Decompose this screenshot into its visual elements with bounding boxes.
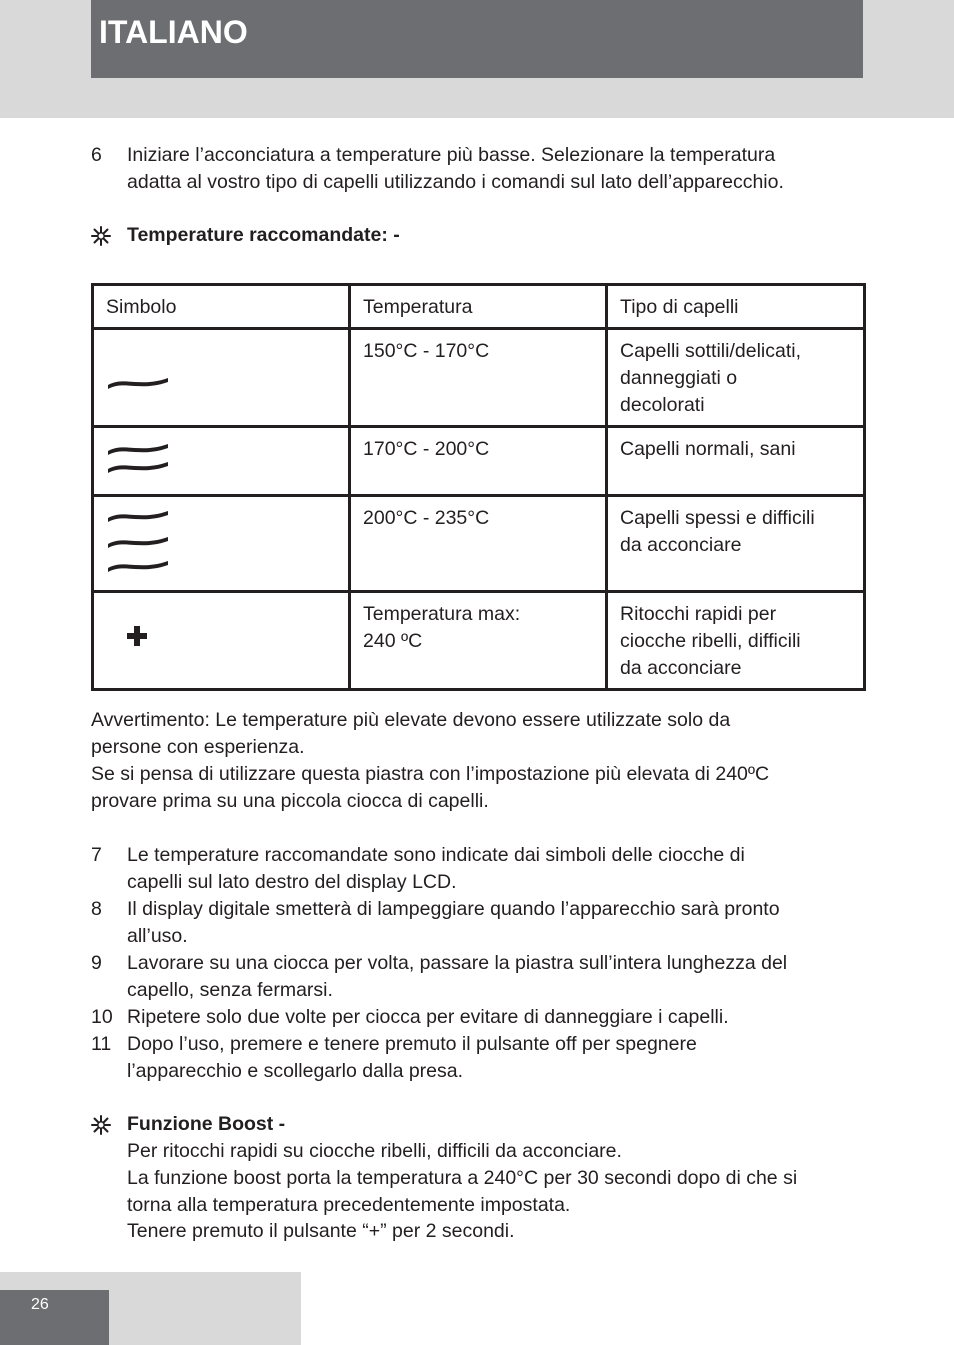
- table-row: [93, 592, 865, 690]
- header-cell: Simbolo: [93, 285, 350, 329]
- table-row: [93, 427, 865, 496]
- table-row: [93, 329, 865, 427]
- step-number: 11: [91, 1033, 112, 1055]
- page-number: 26: [31, 1296, 49, 1313]
- header-cell: Tipo di capelli: [607, 285, 865, 329]
- symbol-cell: [93, 427, 350, 496]
- symbol-cell: [93, 329, 350, 427]
- symbol-cell: [93, 592, 350, 690]
- page-number-box: [0, 1290, 109, 1345]
- recommended-heading: Temperature raccomandate: -: [127, 224, 400, 246]
- table-header-row: [93, 285, 865, 329]
- temperature-cell: Temperatura max: 240 ºC: [350, 592, 607, 690]
- hair-type-cell: Capelli normali, sani: [607, 427, 865, 496]
- hair-type-cell: Capelli spessi e difficili da acconciare: [607, 496, 865, 592]
- warning-line: Se si pensa di utilizzare questa piastra con l’impostazione più elevata di 240ºC: [91, 763, 770, 785]
- boost-text-line: La funzione boost porta la temperatura a 240°C per 30 secondi dopo di che si: [127, 1167, 798, 1189]
- warning-line: provare prima su una piccola ciocca di capelli.: [91, 790, 489, 812]
- plus-icon: [126, 625, 148, 647]
- step-text-line: Le temperature raccomandate sono indicate dai simboli delle ciocche di: [127, 844, 745, 866]
- step-text-line: Ripetere solo due volte per ciocca per evitare di danneggiare i capelli.: [127, 1006, 729, 1028]
- boost-heading: Funzione Boost -: [127, 1113, 286, 1135]
- page-title: ITALIANO: [99, 14, 248, 50]
- step-text-line: Dopo l’uso, premere e tenere premuto il pulsante off per spegnere: [127, 1033, 697, 1055]
- temperature-cell: 170°C - 200°C: [350, 427, 607, 496]
- header-cell: Temperatura: [350, 285, 607, 329]
- step-text-line: all’uso.: [127, 925, 188, 947]
- step-text-line: adatta al vostro tipo di capelli utilizzando i comandi sul lato dell’apparecchio.: [127, 171, 784, 193]
- step-number: 6: [91, 144, 102, 166]
- step-number: 8: [91, 898, 102, 920]
- step-text-line: Iniziare l’acconciatura a temperature più basse. Selezionare la temperatura: [127, 144, 776, 166]
- hair-type-cell: Ritocchi rapidi per ciocche ribelli, difficili da acconciare: [607, 592, 865, 690]
- step-text-line: Lavorare su una ciocca per volta, passare la piastra sull’intera lunghezza del: [127, 952, 788, 974]
- warning-line: Avvertimento: Le temperature più elevate devono essere utilizzate solo da: [91, 709, 731, 731]
- boost-text-line: Per ritocchi rapidi su ciocche ribelli, difficili da acconciare.: [127, 1140, 622, 1162]
- wave-1-icon: [106, 370, 170, 390]
- step-number: 10: [91, 1006, 113, 1028]
- boost-text-line: Tenere premuto il pulsante “+” per 2 secondi.: [127, 1220, 515, 1242]
- step-text-line: Il display digitale smetterà di lampeggiare quando l’apparecchio sarà pronto: [127, 898, 780, 920]
- wave-2-icon: [106, 440, 170, 480]
- step-text-line: capelli sul lato destro del display LCD.: [127, 871, 457, 893]
- sparkle-bullet-icon: [91, 1115, 111, 1135]
- table-row: [93, 496, 865, 592]
- symbol-cell: [93, 496, 350, 592]
- wave-3-icon: [106, 507, 170, 575]
- step-text-line: capello, senza fermarsi.: [127, 979, 333, 1001]
- hair-type-cell: Capelli sottili/delicati, danneggiati o decolorati: [607, 329, 865, 427]
- step-number: 9: [91, 952, 102, 974]
- temperature-cell: 150°C - 170°C: [350, 329, 607, 427]
- language-title-bar: [91, 0, 863, 78]
- warning-line: persone con esperienza.: [91, 736, 305, 758]
- sparkle-bullet-icon: [91, 226, 111, 246]
- step-number: 7: [91, 844, 102, 866]
- temperature-table: [91, 283, 866, 691]
- temperature-cell: 200°C - 235°C: [350, 496, 607, 592]
- step-text-line: l’apparecchio e scollegarlo dalla presa.: [127, 1060, 464, 1082]
- boost-text-line: torna alla temperatura precedentemente impostata.: [127, 1194, 571, 1216]
